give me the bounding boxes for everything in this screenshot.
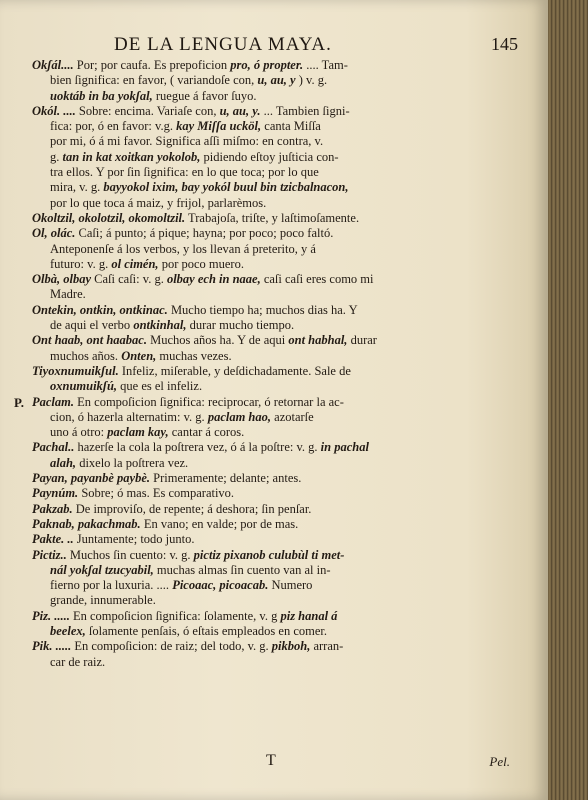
definition-text: Anteponenſe á los verbos, y los llevan á preterito, y á [50,241,316,256]
entry-continuation-line [32,242,486,257]
dictionary-entry [8,639,486,670]
entry-continuation-line [32,655,486,670]
definition-text: Numero [268,578,313,593]
definition-text: Juntamente; todo junto. [73,532,195,547]
maya-example: bayyokol ixim, bay yokól buul bin tzicbalnacon, [103,180,349,195]
headword: Tiyoxnumuikʃul. [32,363,119,378]
definition-text: ſolamente penſais, ó eſtais empleados en comer. [85,623,327,638]
entry-continuation-line [32,593,486,608]
definition-text: Infeliz, miſerable, y deſdichadamente. Sale de [118,363,351,378]
entry-continuation-line [32,73,486,88]
entry-first-line [32,609,486,624]
definition-text: Madre. [50,287,86,302]
definition-text: ... Tambien ſigni- [260,103,350,118]
definition-text: cantar á coros. [168,425,245,440]
entry-first-line [32,104,486,119]
entry-first-line [32,226,486,241]
maya-example: u, au, y. [219,103,261,118]
dictionary-entry [8,440,486,471]
dictionary-entry [8,395,486,441]
maya-example: tan in kat xoitkan yokolob, [62,149,201,164]
definition-text: futuro: v. g. [50,256,112,271]
definition-text: muchos años. [50,348,122,363]
definition-text: Sobre; ó mas. Es comparativo. [78,486,235,501]
definition-text: ) v. g. [295,73,328,88]
definition-text: azotarſe [271,409,314,424]
headword: Paclam. [32,394,75,409]
definition-text: por lo que toca á maiz, y frijol, parlarèmos. [50,195,267,210]
definition-text: caſi caſi eres como mi [260,272,374,287]
entry-continuation-line [32,318,486,333]
definition-text: De improviſo, de repente; á deshora; ſin penſar. [72,501,312,516]
entry-continuation-line [32,456,486,471]
definition-text: Trabajoſa, triſte, y laſtimoſamente. [185,210,360,225]
entry-continuation-line [32,410,486,425]
entry-first-line [32,211,486,226]
maya-example: ont habhal, [288,333,348,348]
maya-example: Picoaac, picoacab. [172,578,269,593]
headword: Pictiz.. [32,547,67,562]
entry-continuation-line [32,196,486,211]
maya-example: uoktáb in ba yokʃal, [50,88,153,103]
entry-first-line [32,364,486,379]
entry-first-line [32,532,486,547]
maya-example: u, au, y [257,73,296,88]
definition-text: mira, v. g. [50,180,104,195]
definition-text: tra ellos. Y por ſin ſignifica: en lo que toca; por lo que [50,165,319,180]
dictionary-entry [8,609,486,640]
definition-text: En compoſicion ſignifica: reciprocar, ó retornar la ac- [74,394,344,409]
maya-example: piz hanal á [280,608,338,623]
definition-text: de aqui el verbo [50,318,134,333]
definition-text: En compoſicion ſignifica: ſolamente, v. g [69,608,281,623]
entry-continuation-line [32,150,486,165]
definition-text: uno á otro: [50,425,108,440]
definition-text: arran- [310,639,344,654]
dictionary-entry [8,211,486,226]
headword: Ont haab, ont haabac. [32,333,147,348]
definition-text: durar mucho tiempo. [186,318,295,333]
entry-continuation-line [32,578,486,593]
headword: Piz. ..... [32,608,70,623]
dictionary-entry [8,532,486,547]
definition-text: muchas vezes. [156,348,232,363]
entry-first-line [32,517,486,532]
definition-text: grande, innumerable. [50,593,156,608]
running-title: DE LA LENGUA MAYA. [114,34,332,55]
dictionary-entry [8,471,486,486]
maya-example: paclam hao, [207,409,272,424]
definition-text: cion, ó hazerla alternatim: v. g. [50,409,208,424]
definition-text: fierno por la luxuria. .... [50,578,173,593]
maya-example: nál yokʃal tzucyabil, [50,562,154,577]
definition-text: por poco muero. [158,256,244,271]
headword: Pakte. .. [32,532,74,547]
definition-text: Sobre: encima. Variaſe con, [78,103,220,118]
definition-text: Primeramente; delante; antes. [150,471,302,486]
definition-text: por mi, ó á mi favor. Significa aſſi miſmo: en contra, v. [50,134,324,149]
maya-example: oxnumuikʃú, [50,379,118,394]
page-edge [548,0,588,800]
maya-example: pictiz pixanob culubùl ti met- [193,547,345,562]
dictionary-entry [8,502,486,517]
signature-mark: T [266,752,276,769]
definition-text: Caſi; á punto; á pique; hayna; por poco; poco faltó. [75,226,334,241]
definition-text: durar [347,333,377,348]
entry-first-line [32,502,486,517]
definition-text: muchas almas ſin cuento van al in- [153,562,331,577]
entry-first-line [32,486,486,501]
dictionary-entry [8,272,486,303]
definition-text: g. [50,149,63,164]
maya-example: ontkinhal, [133,318,187,333]
page-header [30,34,530,58]
maya-example: paclam kay, [107,425,169,440]
entry-continuation-line [32,89,486,104]
definition-text: car de raiz. [50,654,106,669]
headword: Ol, olác. [32,226,76,241]
headword: Olbà, olbay [32,272,92,287]
maya-example: beelex, [50,623,86,638]
headword: Pakzab. [32,501,73,516]
definition-text: dixelo la poſtrera vez. [76,455,189,470]
headword: Payan, payanbè paybè. [32,471,151,486]
dictionary-entry [8,333,486,364]
definition-text: pidiendo eſtoy juſticia con- [200,149,339,164]
maya-example: Onten, [121,348,157,363]
entry-first-line [32,272,486,287]
entry-continuation-line [32,349,486,364]
entry-first-line [32,395,486,410]
entry-continuation-line [32,257,486,272]
entry-continuation-line [32,165,486,180]
entry-first-line [32,333,486,348]
maya-example: pro, ó propter. [230,58,304,72]
definition-text: canta Miſſa [261,119,321,134]
entry-first-line [32,303,486,318]
headword: Paknab, pakachmab. [32,516,141,531]
definition-text: Muchos años ha. Y de aqui [146,333,289,348]
definition-text: que es el infeliz. [117,379,203,394]
definition-text: fica: por, ó en favor: v.g. [50,119,177,134]
definition-text: bien ſignifica: en favor, ( variandoſe con, [50,73,258,88]
dictionary-entry [8,364,486,395]
definition-text: En compoſicion: de raiz; del todo, v. g. [71,639,272,654]
dictionary-entry [8,104,486,211]
dictionary-entry [8,58,486,104]
headword: Okʃál.... [32,58,77,72]
definition-text: Por; por caufa. Es prepoficion [76,58,231,72]
dictionary-entry [8,303,486,334]
entry-continuation-line [32,180,486,195]
definition-text: En vano; en valde; por de mas. [140,516,299,531]
entry-continuation-line [32,624,486,639]
entry-first-line [32,440,486,455]
entry-continuation-line [32,379,486,394]
dictionary-entry [8,226,486,272]
section-letter: P. [14,394,24,410]
catchword: Pel. [489,754,510,769]
definition-text: Muchos ſin cuento: v. g. [66,547,194,562]
headword: Pik. ..... [32,639,72,654]
definition-text: Mucho tiempo ha; muchos dias ha. Y [167,302,358,317]
entry-first-line [32,548,486,563]
entry-continuation-line [32,287,486,302]
dictionary-entry [8,548,486,609]
maya-example: olbay ech in naae, [166,272,261,287]
dictionary-entries [8,58,486,670]
definition-text: .... Tam- [303,58,348,72]
entry-continuation-line [32,119,486,134]
definition-text: ruegue á favor ſuyo. [152,88,257,103]
entry-continuation-line [32,563,486,578]
headword: Okoltzil, okolotzil, okomoltzil. [32,210,186,225]
headword: Pachal.. [32,440,75,455]
entry-first-line [32,58,486,73]
definition-text: hazerſe la cola la poſtrera vez, ó á la poſtre: v. g. [74,440,321,455]
headword: Okól. .... [32,103,79,118]
dictionary-entry [8,486,486,501]
maya-example: pikboh, [271,639,311,654]
headword: Ontekin, ontkin, ontkinac. [32,302,168,317]
maya-example: in pachal [320,440,369,455]
maya-example: alah, [50,455,77,470]
entry-first-line [32,639,486,654]
maya-example: kay Miſſa ucköl, [176,119,262,134]
entry-first-line [32,471,486,486]
headword: Paynúm. [32,486,79,501]
page-number: 145 [491,34,518,54]
dictionary-entry [8,517,486,532]
entry-continuation-line [32,134,486,149]
definition-text: Caſi caſi: v. g. [91,272,167,287]
maya-example: ol cimén, [111,256,159,271]
page-footer [30,752,510,776]
entry-continuation-line [32,425,486,440]
